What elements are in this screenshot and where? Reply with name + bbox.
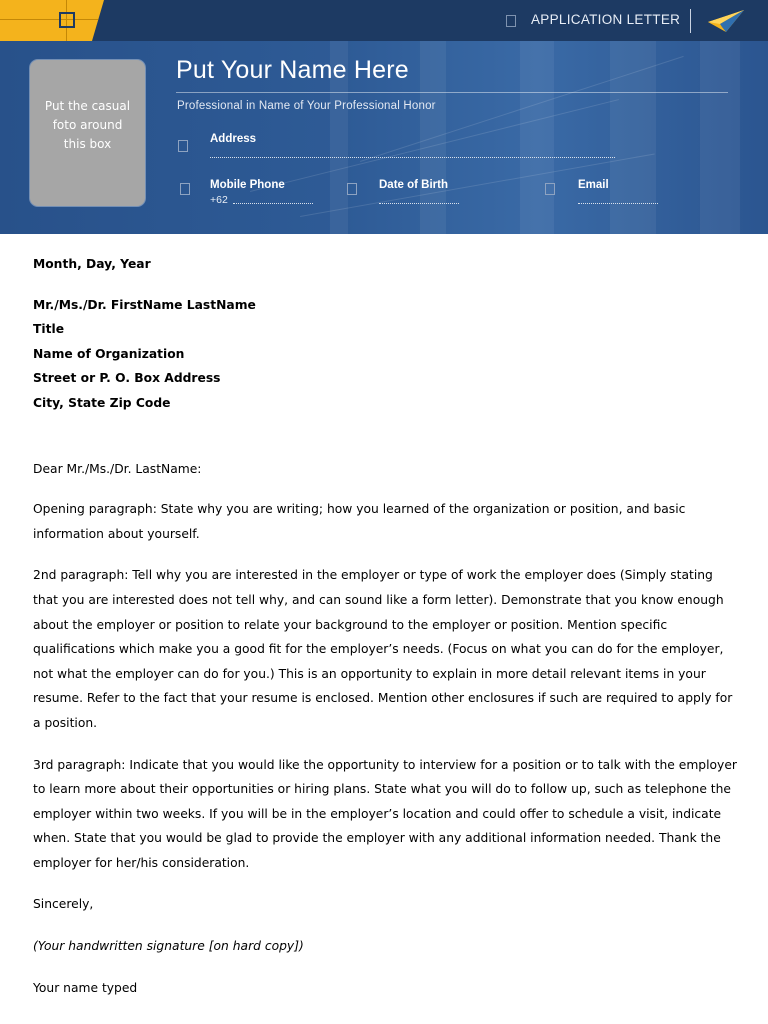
recipient-organization: Name of Organization	[33, 346, 185, 361]
mobile-phone-label: Mobile Phone	[210, 179, 285, 191]
background-stripe	[610, 41, 656, 234]
signature-note: (Your handwritten signature [on hard copy])	[33, 939, 304, 954]
address-label: Address	[210, 133, 257, 145]
recipient-city: City, State Zip Code	[33, 395, 171, 410]
letter-date: Month, Day, Year	[33, 257, 151, 271]
email-icon	[545, 183, 555, 195]
calendar-icon	[347, 183, 357, 195]
app-title: APPLICATION LETTER	[531, 12, 681, 27]
salutation: Dear Mr./Ms./Dr. LastName:	[33, 461, 202, 476]
name-underline	[176, 92, 728, 93]
typed-name: Your name typed	[33, 980, 138, 995]
date-of-birth-label: Date of Birth	[379, 179, 448, 191]
date-of-birth-field[interactable]	[379, 203, 459, 204]
opening-paragraph: Opening paragraph: State why you are writing; how you learned of the organization or position, and basic information about yourself.	[33, 502, 686, 541]
background-stripe	[520, 41, 554, 234]
background-stripe	[700, 41, 740, 234]
document-icon	[506, 15, 516, 27]
address-icon	[178, 140, 188, 152]
accent-rule-horizontal	[0, 19, 100, 20]
email-field[interactable]	[578, 203, 658, 204]
brand-accent-block	[0, 0, 104, 41]
title-divider	[690, 9, 691, 33]
letter-body	[33, 252, 738, 1000]
square-logo-icon	[59, 12, 75, 28]
address-field[interactable]	[210, 157, 615, 158]
second-paragraph: 2nd paragraph: Tell why you are interested in the employer or type of work the employer does (Simply stating that you are interested does not tell why, and can sound like a form letter). Demonstrate that you know enough about the employer or position to relate your background to the employer or position. Mention specific qualifications which make you a good fit for the employer’s needs. (Focus on what you can do for the employer, not what the employer can do for you.) This is an opportunity to explain in more detail relevant items in your resume. Refer to the fact that your resume is enclosed. Mention other enclosures if such are required to apply for a position.	[33, 568, 733, 730]
third-paragraph: 3rd paragraph: Indicate that you would like the opportunity to interview for a position or to talk with the employer to learn more about their opportunities or hiring plans. State what you will do to follow up, such as telephone the employer within two weeks. If you will be in the employer’s location and could offer to schedule a visit, indicate when. State that you would be glad to provide the employer with any additional information needed. Thank the employer for her/his consideration.	[33, 757, 737, 870]
applicant-name: Put Your Name Here	[176, 56, 409, 84]
mobile-phone-field[interactable]	[233, 203, 313, 204]
recipient-street: Street or P. O. Box Address	[33, 371, 221, 386]
phone-icon	[180, 183, 190, 195]
top-bar	[0, 0, 768, 41]
closing: Sincerely,	[33, 897, 94, 912]
mobile-country-code: +62	[210, 194, 228, 206]
recipient-title: Title	[33, 322, 65, 337]
photo-placeholder[interactable]: Put the casual foto around this box	[30, 60, 145, 206]
email-label: Email	[578, 179, 609, 191]
profession-subtitle: Professional in Name of Your Professional Honor	[177, 100, 436, 112]
recipient-name: Mr./Ms./Dr. FirstName LastName	[33, 297, 256, 312]
paper-plane-icon	[706, 8, 746, 34]
